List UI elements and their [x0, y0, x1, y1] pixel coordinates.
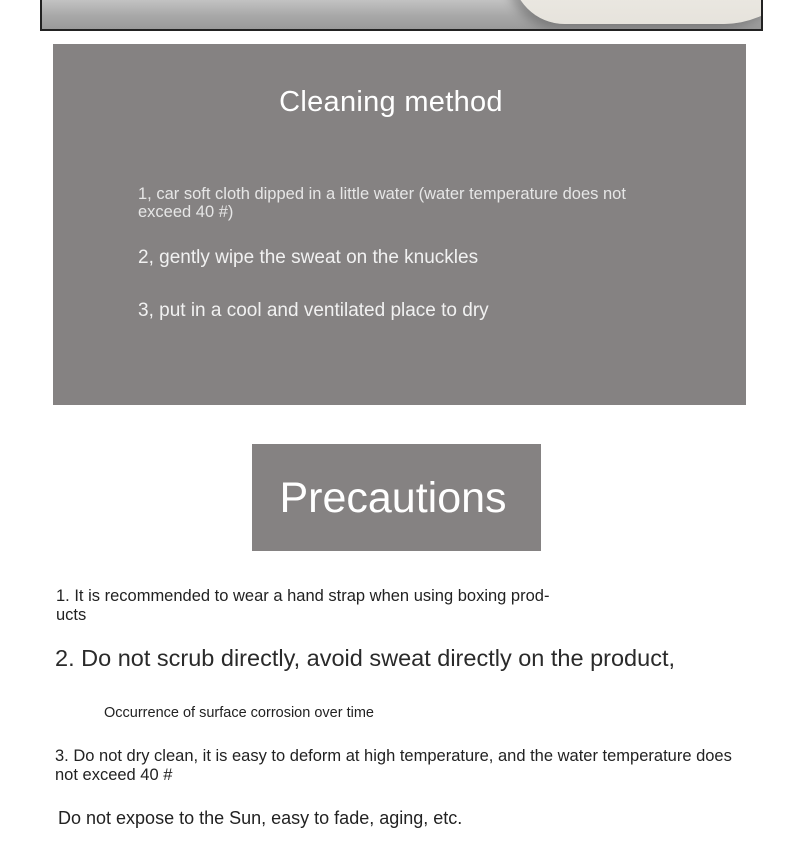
- precaution-item-1: 1. It is recommended to wear a hand strap when using boxing prod- ucts: [56, 587, 550, 624]
- cleaning-method-panel: [53, 44, 746, 405]
- cleaning-step-2: 2, gently wipe the sweat on the knuckles: [138, 247, 479, 268]
- cleaning-method-title: Cleaning method: [279, 86, 503, 118]
- cleaning-step-1: 1, car soft cloth dipped in a little water (water temperature does not exceed 40 #): [138, 185, 626, 221]
- precautions-heading-box: [252, 444, 541, 551]
- precaution-item-2-note: Occurrence of surface corrosion over time: [104, 705, 374, 721]
- precaution-item-3: 3. Do not dry clean, it is easy to deform at high temperature, and the water temperature does not exceed 40 #: [55, 747, 732, 784]
- product-photo-strip: [40, 0, 763, 31]
- precaution-item-4: Do not expose to the Sun, easy to fade, aging, etc.: [58, 808, 463, 828]
- cleaning-step-3: 3, put in a cool and ventilated place to dry: [138, 300, 489, 321]
- precautions-title: Precautions: [279, 474, 507, 522]
- precaution-item-2: 2. Do not scrub directly, avoid sweat directly on the product,: [55, 645, 676, 671]
- glove-image: [512, 0, 763, 24]
